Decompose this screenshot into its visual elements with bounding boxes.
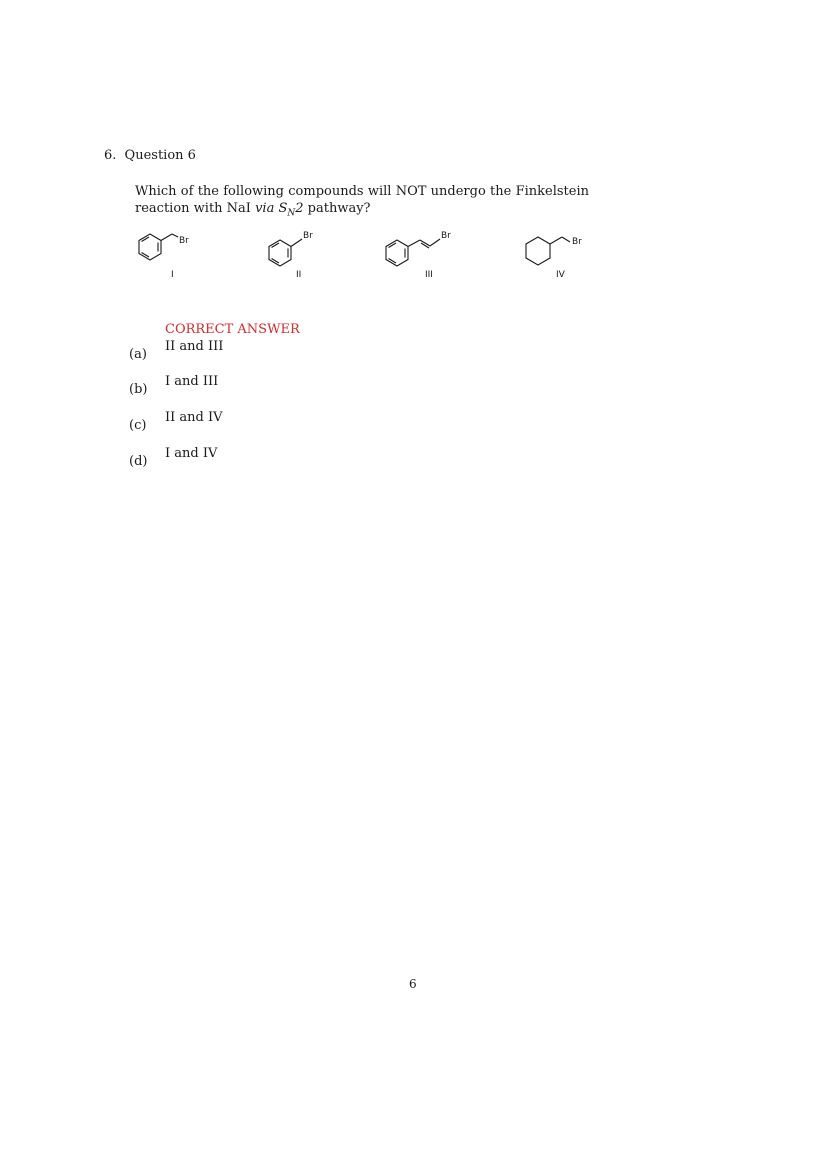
structure-ii-drawing xyxy=(269,239,302,266)
structure-i-br: Br xyxy=(179,236,189,246)
option-c-letter: (c) xyxy=(129,418,147,433)
structure-ii-br: Br xyxy=(303,231,313,241)
structures-row xyxy=(120,222,600,282)
structures-svg xyxy=(120,222,600,267)
page-number: 6 xyxy=(409,977,417,991)
structure-iv-drawing xyxy=(526,237,570,265)
structure-i-drawing xyxy=(139,234,178,260)
option-a-letter: (a) xyxy=(129,347,147,362)
structure-label-iv: IV xyxy=(556,270,565,280)
structure-label-ii: II xyxy=(296,270,302,280)
option-d-text[interactable]: I and IV xyxy=(165,446,218,461)
structure-label-iii: III xyxy=(425,270,433,280)
question-text-line1: Which of the following compounds will NOT undergo the Finkelstein xyxy=(135,184,589,199)
option-a-text[interactable]: II and III xyxy=(165,339,224,354)
question-title: Question 6 xyxy=(124,148,196,163)
option-c-text[interactable]: II and IV xyxy=(165,410,223,425)
structure-iii-br: Br xyxy=(441,231,451,241)
correct-answer-label: CORRECT ANSWER xyxy=(165,322,300,337)
question-number: 6. xyxy=(104,148,117,163)
structure-label-i: I xyxy=(171,270,174,280)
question-text xyxy=(135,183,589,223)
question-text-line2: reaction with NaI via $S_N2$ pathway? xyxy=(135,201,371,219)
structure-iv-br: Br xyxy=(572,237,582,247)
question-heading xyxy=(104,148,196,163)
option-d-letter: (d) xyxy=(129,454,148,469)
structure-iii-drawing xyxy=(386,239,440,266)
option-b-letter: (b) xyxy=(129,382,148,397)
option-b-text[interactable]: I and III xyxy=(165,374,219,389)
